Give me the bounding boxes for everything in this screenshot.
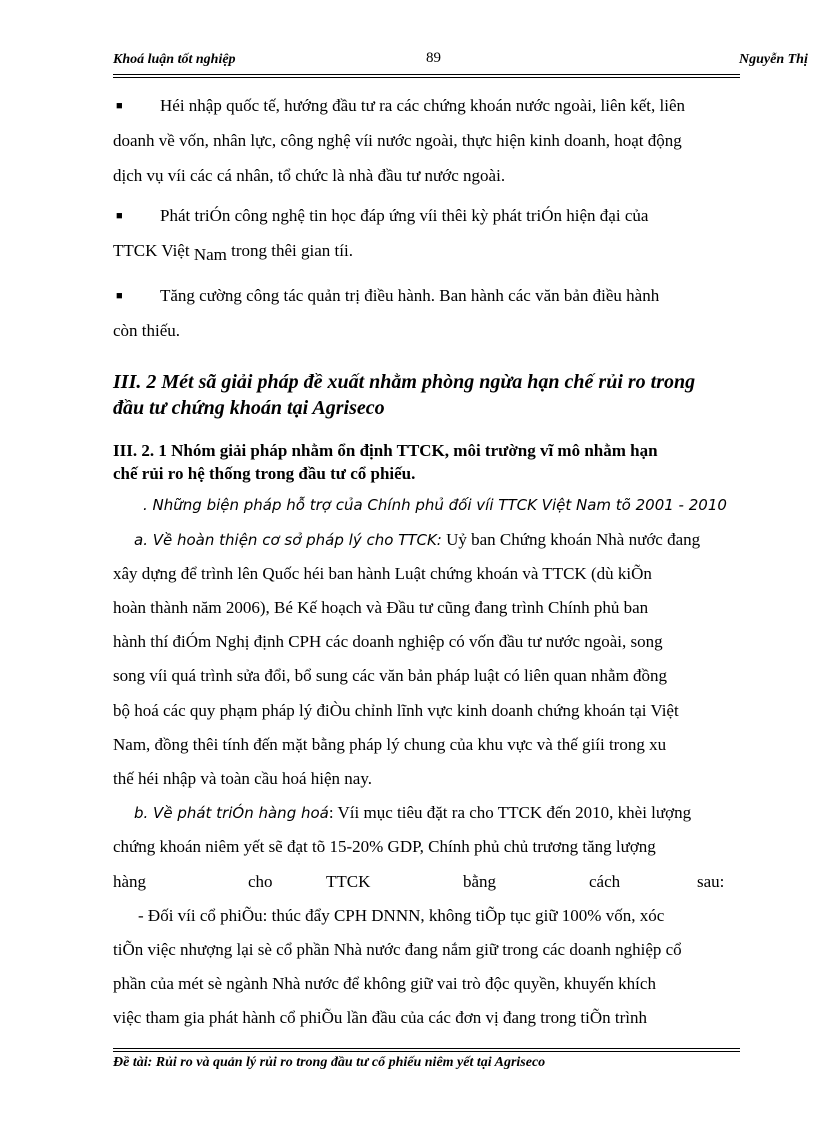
para-a-title: a. Về hoàn thiện cơ sở pháp lý cho TTCK: bbox=[134, 531, 442, 549]
para-b-line-3-word: hàng bbox=[113, 872, 147, 891]
para-a-line-5: song víi quá trình sửa đổi, bổ sung các văn bản pháp luật có liên quan nhằm đồng bbox=[113, 666, 668, 685]
bullet-3-line-1: Tăng cường công tác quản trị điều hành. Ban hành các văn bản điều hành bbox=[160, 286, 660, 305]
para-b-line-1-text: : Víi mục tiêu đặt ra cho TTCK đến 2010, khèi lượng bbox=[328, 803, 692, 822]
bullet-1-line-3: dịch vụ víi các cá nhân, tổ chức là nhà đầu tư nước ngoài. bbox=[113, 166, 506, 185]
footer-topic: Đề tài: Rủi ro và quản lý rủi ro trong đầu tư cổ phiếu niêm yết tại Agriseco bbox=[113, 1055, 546, 1070]
subsection-heading-line-1: III. 2. 1 Nhóm giải pháp nhằm ổn định TTCK, môi trường vĩ mô nhằm hạn bbox=[113, 441, 658, 460]
para-a-line-3: hoàn thành năm 2006), Bé Kế hoạch và Đầu tư cũng đang trình Chính phủ ban bbox=[113, 598, 649, 617]
bullet-2-line-2b: Nam bbox=[193, 245, 227, 264]
para-c-line-3: phần của mét sè ngành Nhà nước để không giữ vai trò độc quyền, khuyến khích bbox=[113, 974, 656, 993]
header-document-type: Khoá luận tốt nghiệp bbox=[113, 52, 236, 67]
para-a-line-1 bbox=[134, 530, 741, 550]
bullet-marker: ■ bbox=[116, 210, 123, 222]
bullet-marker: ■ bbox=[116, 100, 123, 112]
para-b-title: b. Về phát triÓn hàng hoá bbox=[134, 804, 329, 822]
para-b-line-3-word: cho bbox=[248, 872, 273, 891]
bullet-1-line-2: doanh về vốn, nhân lực, công nghệ víi nước ngoài, thực hiện kinh doanh, hoạt động bbox=[113, 131, 682, 150]
para-a-line-1-text: Uỷ ban Chứng khoán Nhà nước đang bbox=[441, 530, 701, 549]
header-author: Nguyễn Thị bbox=[739, 52, 808, 67]
para-b-line-3-word: bằng bbox=[463, 872, 497, 891]
para-c-line-2: tiÕn việc nhượng lại sè cổ phần Nhà nước đang nắm giữ trong các doanh nghiệp cổ bbox=[113, 940, 682, 959]
footer-rule bbox=[113, 1048, 740, 1052]
para-b-line-3-word: cách bbox=[589, 872, 621, 891]
para-b-line-3-word: TTCK bbox=[326, 872, 371, 891]
para-a-line-8: thế héi nhập và toàn cầu hoá hiện nay. bbox=[113, 769, 372, 788]
para-c-line-4: việc tham gia phát hành cổ phiÕu lần đầu của các đơn vị đang trong tiÕn trình bbox=[113, 1008, 647, 1027]
bullet-1-line-1: Héi nhập quốc tế, hướng đầu tư ra các chứng khoán nước ngoài, liên kết, liên bbox=[160, 96, 686, 115]
page-number: 89 bbox=[426, 50, 441, 66]
bullet-2-line-1: Phát triÓn công nghệ tin học đáp ứng víi thêi kỳ phát triÓn hiện đại của bbox=[160, 206, 649, 225]
bullet-3-line-2: còn thiếu. bbox=[113, 321, 181, 340]
para-b-line-2: chứng khoán niêm yết sẽ đạt tõ 15-20% GDP, Chính phủ chủ trương tăng lượng bbox=[113, 837, 656, 856]
intro-line: . Những biện pháp hỗ trợ của Chính phủ đối víi TTCK Việt Nam tõ 2001 - 2010 bbox=[143, 496, 727, 514]
bullet-2-line-2 bbox=[113, 241, 741, 264]
para-b-line-1 bbox=[134, 803, 741, 823]
para-b-line-3-word: sau: bbox=[697, 872, 725, 891]
para-a-line-7: Nam, đồng thêi tính đến mặt bằng pháp lý chung của khu vực và thế giíi trong xu bbox=[113, 735, 667, 754]
para-a-line-4: hành thí điÓm Nghị định CPH các doanh nghiệp có vốn đầu tư nước ngoài, song bbox=[113, 632, 663, 651]
section-heading-line-2: đầu tư chứng khoán tại Agriseco bbox=[113, 397, 385, 419]
bullet-marker: ■ bbox=[116, 290, 123, 302]
section-heading-line-1: III. 2 Mét sã giải pháp đề xuất nhằm phòng ngừa hạn chế rủi ro trong bbox=[113, 371, 696, 393]
para-a-line-6: bộ hoá các quy phạm pháp lý điÒu chỉnh lĩnh vực kinh doanh chứng khoán tại Việt bbox=[113, 701, 679, 720]
para-c-line-1: - Đối víi cổ phiÕu: thúc đẩy CPH DNNN, không tiÕp tục giữ 100% vốn, xóc bbox=[138, 906, 665, 925]
bullet-2-line-2a: TTCK Việt bbox=[113, 241, 194, 260]
header-rule bbox=[113, 74, 740, 78]
para-a-line-2: xây dựng để trình lên Quốc héi ban hành Luật chứng khoán và TTCK (dù kiÕn bbox=[113, 564, 652, 583]
subsection-heading-line-2: chế rủi ro hệ thống trong đầu tư cổ phiếu. bbox=[113, 464, 416, 483]
bullet-2-line-2c: trong thêi gian tíi. bbox=[226, 241, 353, 260]
